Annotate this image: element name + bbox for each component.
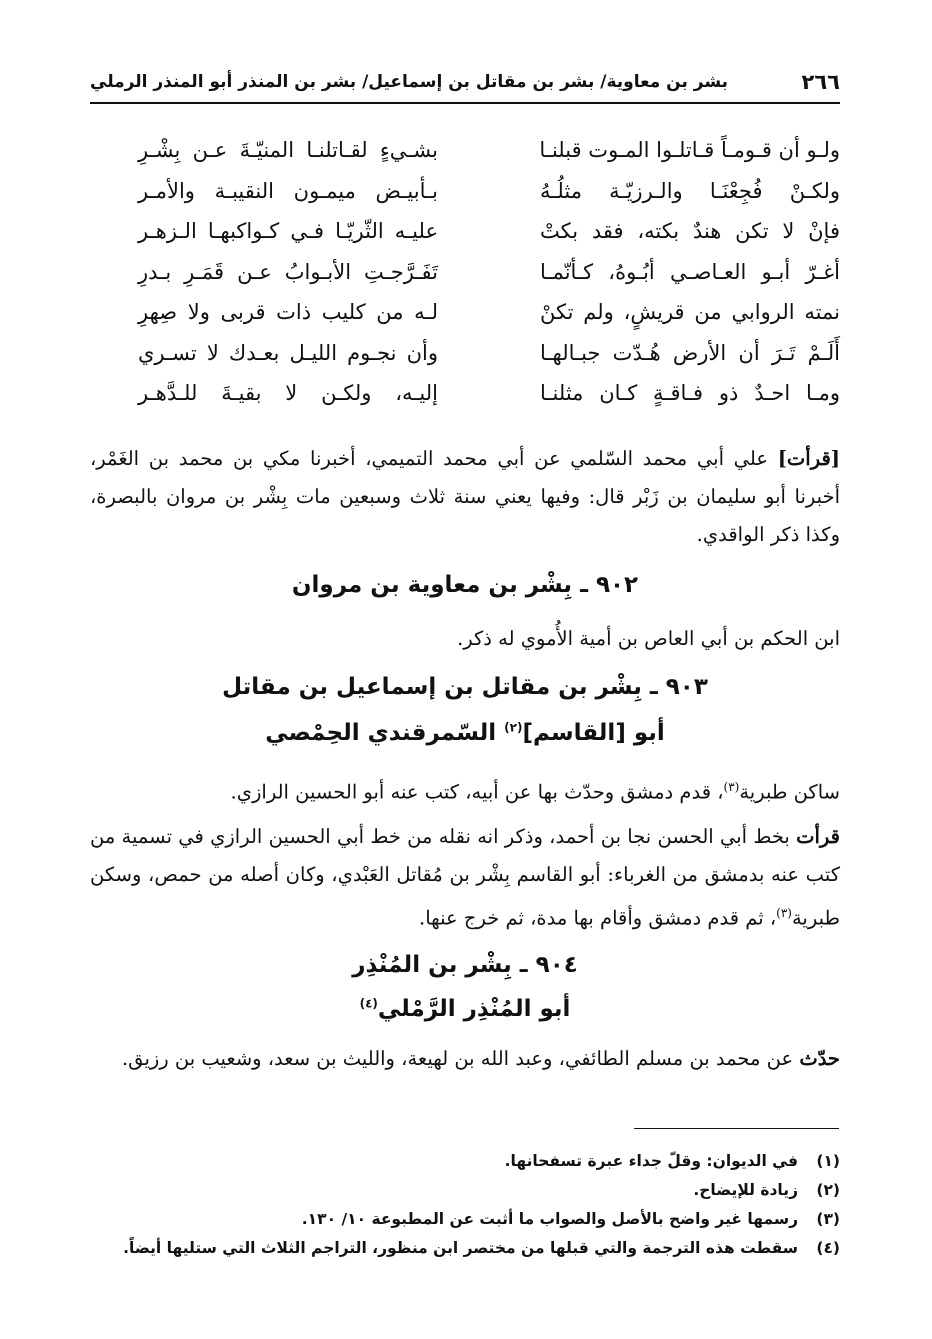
entry-904-paragraph bbox=[90, 1040, 840, 1078]
entry-902-title: ٩٠٢ ـ بِشْر بن معاوية بن مروان bbox=[291, 572, 639, 598]
verse bbox=[138, 373, 840, 414]
footnote-number: (١) bbox=[816, 1151, 840, 1170]
footnote bbox=[90, 1175, 840, 1204]
verse-first-hemistich: ومـا احـدٌ ذو فـاقـةٍ كـان مثلنـا bbox=[540, 381, 840, 406]
footnote-divider bbox=[634, 1128, 839, 1129]
entry-903-para-a: بخط أبي الحسن نجا بن أحمد، وذكر انه نقله من خط أبي الحسين الرازي في تسمية من كتب عنه بدمشق من الغرباء: أبو القاسم بِشْر بن مُقاتل العَبْدي، وكان أصله من حمص، وسكن طبرية bbox=[90, 825, 840, 930]
verse bbox=[138, 292, 840, 333]
verse-second-hemistich: بـأبيـض ميمـون النقيبـة والأمـر bbox=[138, 178, 438, 203]
verse-first-hemistich: ولكـنْ فُجِعْنَـا والـرزيّـة مثلُـهُ bbox=[540, 178, 840, 203]
entry-903-kunya: أبو [القاسم] bbox=[522, 720, 665, 746]
page-number: ٢٦٦ bbox=[801, 70, 840, 94]
reading-keyword: قرأت bbox=[796, 825, 840, 848]
verse-second-hemistich: عليـه الثّريّـا فـي كـواكبهـا الـزهـر bbox=[138, 219, 438, 244]
footnote bbox=[90, 1204, 840, 1233]
verse-first-hemistich: نمته الروابي من قريشٍ، ولم تكنْ bbox=[540, 300, 840, 325]
footnote-ref: (٢) bbox=[504, 720, 523, 735]
narration-keyword: حدّث bbox=[799, 1047, 840, 1070]
footnote-number: (٢) bbox=[816, 1180, 840, 1199]
verse-second-hemistich: تَفَـرَّجـتِ الأبـوابُ عـن قَمَـرِ بـدرِ bbox=[138, 259, 438, 284]
entry-902-text: ابن الحكم بن أبي العاص بن أمية الأُموي له ذكر. bbox=[457, 627, 840, 650]
reading-paragraph bbox=[90, 440, 840, 554]
verse-first-hemistich: أَلَـمْ تَـرَ أن الأرض هُـدّت جبـالهـا bbox=[540, 340, 840, 365]
entry-904-title: ٩٠٤ ـ بِشْر بن المُنْذِر bbox=[352, 952, 578, 978]
reading-text: علي أبي محمد السّلمي عن أبي محمد التميمي، أخبرنا مكي بن محمد بن الغَمْر، أخبرنا أبو سليمان بن زَبْر قال: وفيها يعني سنة ثلاث وسبعين مات بِشْر بن مروان بالبصرة، وكذا ذكر الواقدي. bbox=[90, 447, 840, 546]
entry-904-text: عن محمد بن مسلم الطائفي، وعبد الله بن لهيعة، والليث بن سعد، وشعيب بن رزيق. bbox=[121, 1047, 800, 1070]
footnotes bbox=[90, 1146, 840, 1262]
verse bbox=[138, 211, 840, 252]
footnote bbox=[90, 1233, 840, 1262]
verse bbox=[138, 252, 840, 293]
entry-903-line-a: ساكن طبرية bbox=[739, 780, 840, 804]
footnote-ref: (٣) bbox=[723, 780, 740, 794]
poem bbox=[138, 130, 840, 414]
verse bbox=[138, 130, 840, 171]
footnote-text: رسمها غير واضح بالأصل والصواب ما أثبت عن المطبوعة ١٠/ ١٣٠. bbox=[301, 1209, 798, 1228]
entry-903-paragraph bbox=[90, 818, 840, 938]
entry-903-title: ٩٠٣ ـ بِشْر بن مقاتل بن إسماعيل بن مقاتل bbox=[222, 674, 708, 700]
verse bbox=[138, 333, 840, 374]
verse-first-hemistich: ولـو أن قـومـاً قـاتلـوا المـوت قبلنـا bbox=[539, 138, 840, 163]
verse-first-hemistich: أغـرّ أبـو العـاصـي أبُـوهُ، كـأنّمـا bbox=[540, 259, 840, 284]
verse-second-hemistich: لـه من كليب ذات قربى ولا صِهرِ bbox=[138, 300, 438, 325]
verse bbox=[138, 171, 840, 212]
entry-903-subtitle bbox=[90, 720, 840, 746]
running-header bbox=[90, 62, 840, 104]
footnote-text: زيادة للإيضاح. bbox=[693, 1180, 798, 1199]
entry-903-line bbox=[90, 768, 840, 812]
entry-903-nisba: السّمرقندي الحِمْصي bbox=[265, 720, 505, 746]
footnote bbox=[90, 1146, 840, 1175]
entry-904-subtitle bbox=[90, 996, 840, 1022]
footnote-ref: (٣) bbox=[776, 906, 792, 920]
entry-903-line-b: ، قدم دمشق وحدّث بها عن أبيه، كتب عنه أبو الحسين الرازي. bbox=[230, 780, 724, 804]
footnote-ref: (٤) bbox=[359, 996, 378, 1011]
running-title: بشر بن معاوية/ بشر بن مقاتل بن إسماعيل/ بشر بن المنذر أبو المنذر الرملي bbox=[90, 72, 728, 92]
footnote-text: في الديوان: وقلّ جداء عبرة تسفحانها. bbox=[504, 1151, 798, 1170]
footnote-number: (٣) bbox=[816, 1209, 840, 1228]
verse-second-hemistich: بشـيءٍ لقـاتلنـا المنيّـةَ عـن بِشْـرِ bbox=[138, 138, 438, 163]
verse-first-hemistich: فإنْ لا تكن هندٌ بكته، فقد بكتْ bbox=[540, 219, 840, 244]
verse-second-hemistich: إليـه، ولكـن لا بقيـةَ للـدَّهـر bbox=[138, 381, 438, 406]
verse-second-hemistich: وأن نجـوم الليـل بعـدك لا تسـري bbox=[138, 340, 438, 365]
entry-904-kunya: أبو المُنْذِر الرَّمْلي bbox=[377, 996, 571, 1022]
entry-903-para-b: ، ثم قدم دمشق وأقام بها مدة، ثم خرج عنها. bbox=[419, 906, 777, 930]
reading-keyword: [قرأت] bbox=[777, 447, 840, 470]
footnote-text: سقطت هذه الترجمة والتي قبلها من مختصر ابن منظور، التراجم الثلاث التي ستليها أيضاً. bbox=[123, 1238, 798, 1257]
footnote-number: (٤) bbox=[816, 1238, 840, 1257]
